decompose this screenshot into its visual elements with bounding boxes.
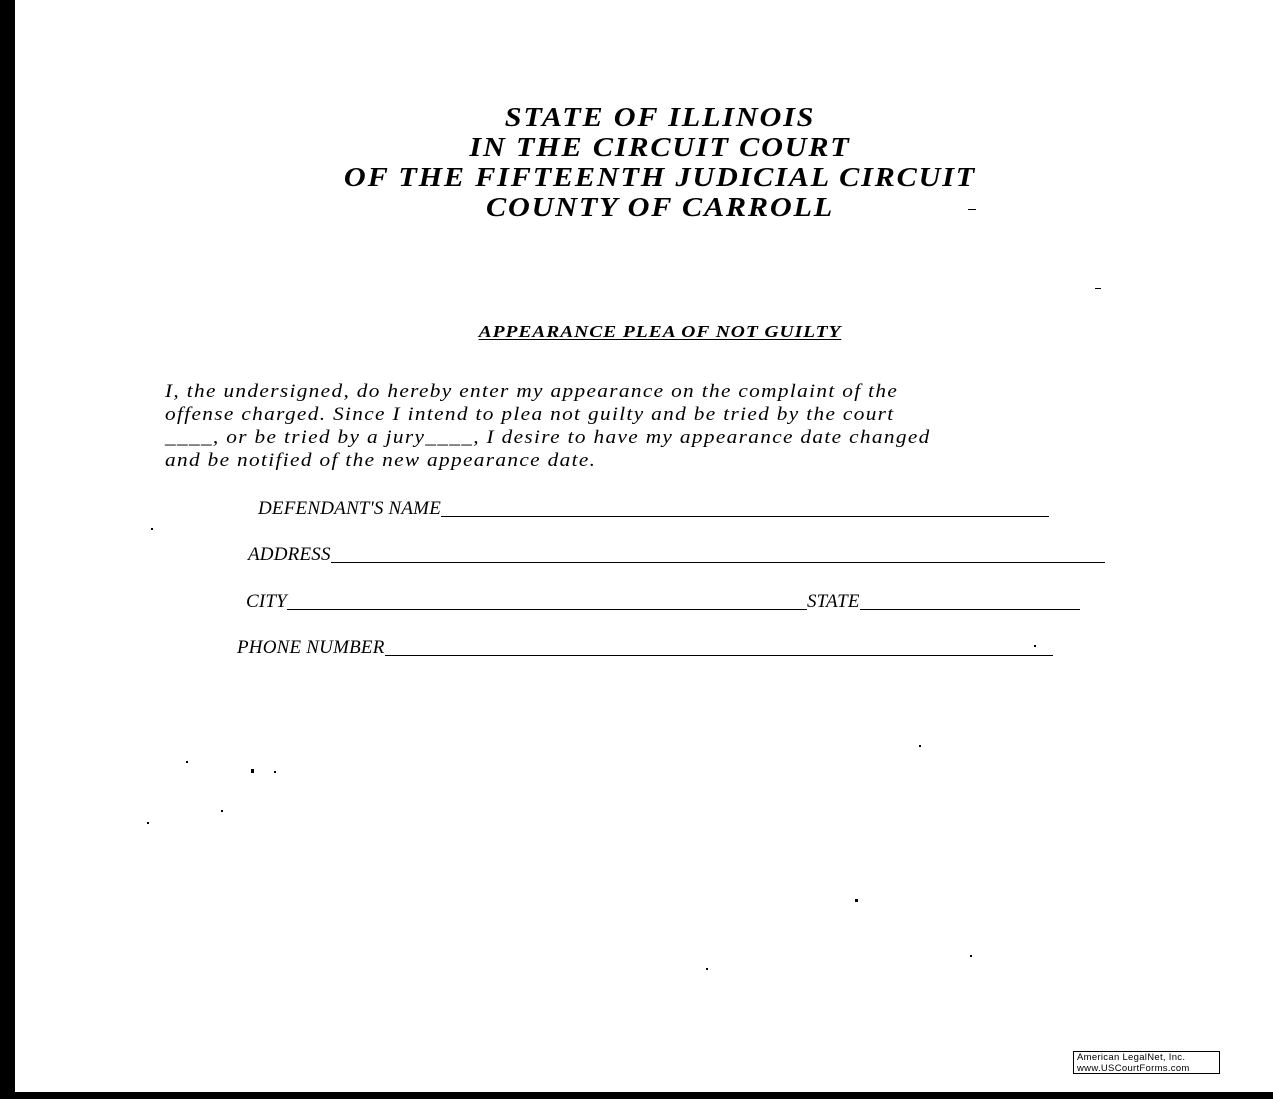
address-field [248, 544, 1105, 565]
state-label: STATE [806, 591, 860, 612]
scan-speck [251, 769, 254, 773]
scan-border-bottom [0, 1092, 1273, 1099]
publisher-name: American LegalNet, Inc. [1077, 1052, 1186, 1063]
header-county: COUNTY OF CARROLL [485, 192, 835, 222]
publisher-stamp [1073, 1051, 1220, 1074]
publisher-website: www.USCourtForms.com [1077, 1062, 1190, 1074]
phone-number-input[interactable] [385, 637, 1053, 656]
scan-speck [221, 810, 223, 812]
phone-number-label: PHONE NUMBER [237, 637, 385, 658]
address-input[interactable] [331, 544, 1105, 563]
defendant-name-input[interactable] [441, 498, 1049, 517]
scan-speck [1095, 288, 1101, 289]
scan-speck [706, 968, 708, 970]
city-label: CITY [246, 591, 287, 612]
scan-speck [968, 209, 976, 210]
paragraph-line: offense charged. Since I intend to plea not guilty and be tried by the court [165, 404, 895, 425]
scan-speck [274, 771, 276, 773]
scan-speck [919, 745, 921, 747]
scan-speck [147, 822, 149, 824]
state-input[interactable] [860, 591, 1080, 610]
scan-speck [855, 899, 858, 902]
city-state-field [246, 591, 1080, 612]
scan-speck [151, 528, 153, 530]
header-court: IN THE CIRCUIT COURT [469, 132, 851, 162]
header-state: STATE OF ILLINOIS [504, 102, 816, 132]
phone-number-field [237, 637, 1053, 658]
paragraph-line: and be notified of the new appearance date. [165, 450, 597, 471]
address-label: ADDRESS [248, 544, 331, 565]
header-circuit: OF THE FIFTEENTH JUDICIAL CIRCUIT [343, 162, 977, 192]
scan-speck [1034, 645, 1036, 647]
paragraph-line: ____, or be tried by a jury____, I desire to have my appearance date changed [165, 427, 931, 448]
city-input[interactable] [287, 591, 807, 610]
defendant-name-field [258, 498, 1049, 519]
scan-speck [970, 955, 972, 957]
document-title: APPEARANCE PLEA OF NOT GUILTY [478, 322, 842, 341]
scan-speck [186, 761, 188, 763]
defendant-name-label: DEFENDANT'S NAME [258, 498, 442, 519]
paragraph-line: I, the undersigned, do hereby enter my appearance on the complaint of the [165, 381, 899, 402]
